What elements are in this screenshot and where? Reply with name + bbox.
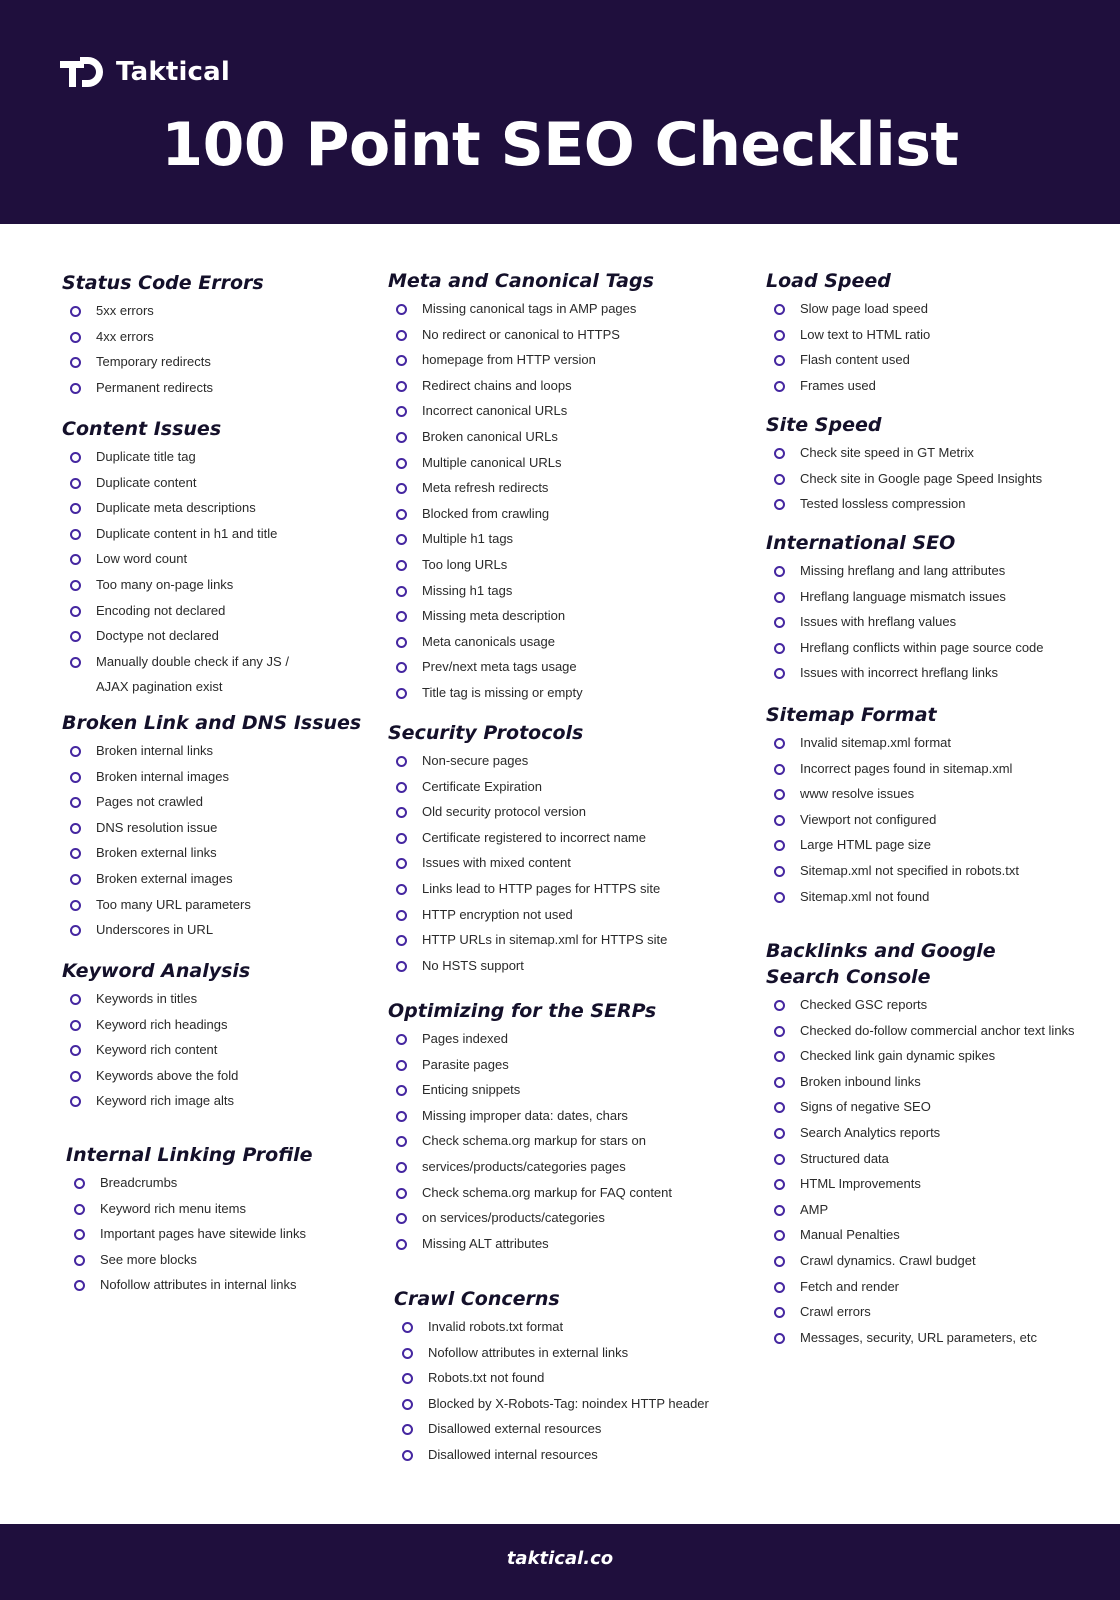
- checklist-item[interactable]: Tested lossless compression: [766, 491, 1042, 517]
- circle-bullet-icon: [70, 478, 81, 489]
- checklist-item[interactable]: Non-secure pages: [388, 748, 667, 774]
- checklist-item[interactable]: Duplicate content in h1 and title: [62, 521, 289, 547]
- circle-bullet-icon: [70, 823, 81, 834]
- checklist-item[interactable]: Missing canonical tags in AMP pages: [388, 296, 654, 322]
- checklist-item[interactable]: Redirect chains and loops: [388, 373, 654, 399]
- circle-bullet-icon: [774, 892, 785, 903]
- circle-bullet-icon: [70, 657, 81, 668]
- checklist-item[interactable]: Prev/next meta tags usage: [388, 654, 654, 680]
- checklist-item[interactable]: Nofollow attributes in internal links: [66, 1272, 313, 1298]
- section-internal-linking: [66, 1142, 313, 1298]
- checklist-item[interactable]: Old security protocol version: [388, 799, 667, 825]
- circle-bullet-icon: [396, 807, 407, 818]
- checklist-item[interactable]: Hreflang language mismatch issues: [766, 584, 1044, 610]
- checklist-item[interactable]: Disallowed external resources: [394, 1416, 709, 1442]
- checklist-item[interactable]: Missing hreflang and lang attributes: [766, 558, 1044, 584]
- circle-bullet-icon: [70, 1071, 81, 1082]
- circle-bullet-icon: [774, 764, 785, 775]
- circle-bullet-icon: [396, 910, 407, 921]
- circle-bullet-icon: [774, 566, 785, 577]
- checklist-item[interactable]: Links lead to HTTP pages for HTTPS site: [388, 876, 667, 902]
- section-title: Content Issues: [62, 418, 222, 440]
- circle-bullet-icon: [396, 858, 407, 869]
- circle-bullet-icon: [402, 1450, 413, 1461]
- checklist-item[interactable]: Keyword rich menu items: [66, 1196, 313, 1222]
- section-title: Optimizing for the SERPs: [388, 1000, 657, 1022]
- circle-bullet-icon: [396, 1239, 407, 1250]
- checklist-item[interactable]: Missing ALT attributes: [388, 1231, 672, 1257]
- circle-bullet-icon: [774, 330, 785, 341]
- checklist-item[interactable]: DNS resolution issue: [62, 815, 361, 841]
- circle-bullet-icon: [70, 1020, 81, 1031]
- section-title: Security Protocols: [388, 722, 584, 744]
- checklist-item[interactable]: Manual Penalties: [766, 1222, 1106, 1248]
- checklist-item[interactable]: Signs of negative SEO: [766, 1094, 1106, 1120]
- checklist-item[interactable]: Duplicate meta descriptions: [62, 495, 289, 521]
- checklist-item[interactable]: Check schema.org markup for FAQ content: [388, 1180, 672, 1206]
- circle-bullet-icon: [74, 1204, 85, 1215]
- checklist-item[interactable]: Check site in Google page Speed Insights: [766, 466, 1042, 492]
- checklist-item[interactable]: Broken external links: [62, 840, 361, 866]
- section-load-speed: [766, 268, 930, 398]
- checklist-item[interactable]: Keyword rich content: [62, 1037, 250, 1063]
- circle-bullet-icon: [70, 503, 81, 514]
- circle-bullet-icon: [402, 1424, 413, 1435]
- checklist-item[interactable]: Missing meta description: [388, 603, 654, 629]
- checklist-item[interactable]: Invalid sitemap.xml format: [766, 730, 1019, 756]
- checklist-item[interactable]: Broken internal images: [62, 764, 361, 790]
- section-broken-link-dns: [62, 710, 361, 943]
- checklist-item[interactable]: Certificate registered to incorrect name: [388, 825, 667, 851]
- checklist-item[interactable]: Sitemap.xml not found: [766, 884, 1019, 910]
- circle-bullet-icon: [774, 448, 785, 459]
- checklist-item[interactable]: Too many on-page links: [62, 572, 289, 598]
- circle-bullet-icon: [70, 554, 81, 565]
- checklist-item[interactable]: Flash content used: [766, 347, 930, 373]
- checklist-item[interactable]: Search Analytics reports: [766, 1120, 1106, 1146]
- circle-bullet-icon: [774, 1282, 785, 1293]
- section-status-code-errors: [62, 270, 264, 400]
- checklist-item[interactable]: Pages not crawled: [62, 789, 361, 815]
- circle-bullet-icon: [774, 355, 785, 366]
- checklist-item[interactable]: HTTP encryption not used: [388, 902, 667, 928]
- checklist-item[interactable]: Invalid robots.txt format: [394, 1314, 709, 1340]
- section-title: Backlinks and Google Search Console: [766, 940, 996, 988]
- checklist-item[interactable]: Crawl dynamics. Crawl budget: [766, 1248, 1106, 1274]
- circle-bullet-icon: [70, 848, 81, 859]
- circle-bullet-icon: [396, 1162, 407, 1173]
- circle-bullet-icon: [74, 1255, 85, 1266]
- checklist-item[interactable]: Low word count: [62, 546, 289, 572]
- footer-url[interactable]: taktical.co: [506, 1548, 614, 1569]
- circle-bullet-icon: [74, 1229, 85, 1240]
- circle-bullet-icon: [396, 355, 407, 366]
- circle-bullet-icon: [774, 1307, 785, 1318]
- circle-bullet-icon: [396, 782, 407, 793]
- checklist-item[interactable]: Breadcrumbs: [66, 1170, 313, 1196]
- footer-banner: [0, 1524, 1120, 1600]
- checklist-item[interactable]: 5xx errors: [62, 298, 264, 324]
- circle-bullet-icon: [70, 925, 81, 936]
- circle-bullet-icon: [402, 1322, 413, 1333]
- circle-bullet-icon: [774, 866, 785, 877]
- circle-bullet-icon: [396, 1034, 407, 1045]
- checklist-item[interactable]: Permanent redirects: [62, 375, 264, 401]
- circle-bullet-icon: [774, 1230, 785, 1241]
- checklist-item[interactable]: Duplicate content: [62, 470, 289, 496]
- checklist-item-continuation: AJAX pagination exist: [96, 679, 223, 695]
- circle-bullet-icon: [774, 1026, 785, 1037]
- circle-bullet-icon: [396, 381, 407, 392]
- checklist-item[interactable]: Checked link gain dynamic spikes: [766, 1043, 1106, 1069]
- checklist-item[interactable]: Low text to HTML ratio: [766, 322, 930, 348]
- circle-bullet-icon: [70, 994, 81, 1005]
- checklist-item[interactable]: HTTP URLs in sitemap.xml for HTTPS site: [388, 927, 667, 953]
- circle-bullet-icon: [396, 586, 407, 597]
- checklist-item[interactable]: Encoding not declared: [62, 598, 289, 624]
- checklist-item[interactable]: Checked GSC reports: [766, 992, 1106, 1018]
- circle-bullet-icon: [774, 381, 785, 392]
- checklist-item[interactable]: Title tag is missing or empty: [388, 680, 654, 706]
- circle-bullet-icon: [396, 406, 407, 417]
- circle-bullet-icon: [70, 746, 81, 757]
- section-title: Broken Link and DNS Issues: [62, 712, 362, 734]
- section-title: Crawl Concerns: [394, 1288, 560, 1310]
- circle-bullet-icon: [70, 772, 81, 783]
- checklist-item[interactable]: Incorrect pages found in sitemap.xml: [766, 756, 1019, 782]
- checklist-item[interactable]: HTML Improvements: [766, 1171, 1106, 1197]
- circle-bullet-icon: [396, 560, 407, 571]
- checklist-item[interactable]: Broken canonical URLs: [388, 424, 654, 450]
- checklist-item[interactable]: Messages, security, URL parameters, etc: [766, 1325, 1106, 1351]
- circle-bullet-icon: [402, 1399, 413, 1410]
- checklist-item[interactable]: Crawl errors: [766, 1299, 1106, 1325]
- circle-bullet-icon: [774, 789, 785, 800]
- checklist-item[interactable]: Too many URL parameters: [62, 892, 361, 918]
- circle-bullet-icon: [402, 1373, 413, 1384]
- circle-bullet-icon: [70, 900, 81, 911]
- circle-bullet-icon: [774, 617, 785, 628]
- circle-bullet-icon: [396, 935, 407, 946]
- circle-bullet-icon: [70, 452, 81, 463]
- checklist-item[interactable]: Blocked by X-Robots-Tag: noindex HTTP header: [394, 1391, 709, 1417]
- circle-bullet-icon: [396, 1060, 407, 1071]
- circle-bullet-icon: [396, 961, 407, 972]
- checklist-item[interactable]: AMP: [766, 1197, 1106, 1223]
- circle-bullet-icon: [774, 815, 785, 826]
- section-content-issues: [62, 416, 289, 700]
- checklist-item[interactable]: Missing h1 tags: [388, 578, 654, 604]
- circle-bullet-icon: [70, 580, 81, 591]
- checklist-item[interactable]: services/products/categories pages: [388, 1154, 672, 1180]
- circle-bullet-icon: [396, 884, 407, 895]
- circle-bullet-icon: [774, 1154, 785, 1165]
- circle-bullet-icon: [774, 1077, 785, 1088]
- circle-bullet-icon: [774, 304, 785, 315]
- circle-bullet-icon: [70, 874, 81, 885]
- checklist-item[interactable]: Nofollow attributes in external links: [394, 1340, 709, 1366]
- checklist-item[interactable]: Disallowed internal resources: [394, 1442, 709, 1468]
- circle-bullet-icon: [396, 611, 407, 622]
- checklist-item[interactable]: Meta refresh redirects: [388, 475, 654, 501]
- header-banner: [0, 0, 1120, 224]
- checklist-item[interactable]: Certificate Expiration: [388, 774, 667, 800]
- checklist-item[interactable]: Check schema.org markup for stars on: [388, 1128, 672, 1154]
- circle-bullet-icon: [70, 631, 81, 642]
- checklist-item[interactable]: Pages indexed: [388, 1026, 672, 1052]
- circle-bullet-icon: [396, 458, 407, 469]
- circle-bullet-icon: [774, 643, 785, 654]
- section-international-seo: [766, 530, 1044, 686]
- circle-bullet-icon: [774, 592, 785, 603]
- circle-bullet-icon: [396, 1213, 407, 1224]
- circle-bullet-icon: [396, 483, 407, 494]
- section-title: Internal Linking Profile: [66, 1144, 313, 1166]
- circle-bullet-icon: [774, 1128, 785, 1139]
- circle-bullet-icon: [396, 1085, 407, 1096]
- circle-bullet-icon: [396, 432, 407, 443]
- circle-bullet-icon: [70, 383, 81, 394]
- checklist-item[interactable]: Frames used: [766, 373, 930, 399]
- circle-bullet-icon: [774, 1000, 785, 1011]
- checklist-item[interactable]: Viewport not configured: [766, 807, 1019, 833]
- circle-bullet-icon: [774, 668, 785, 679]
- checklist-item[interactable]: Duplicate title tag: [62, 444, 289, 470]
- checklist-item[interactable]: Issues with hreflang values: [766, 609, 1044, 635]
- checklist-item[interactable]: Fetch and render: [766, 1274, 1106, 1300]
- checklist-item[interactable]: www resolve issues: [766, 781, 1019, 807]
- circle-bullet-icon: [774, 738, 785, 749]
- circle-bullet-icon: [774, 499, 785, 510]
- checklist-item[interactable]: Missing improper data: dates, chars: [388, 1103, 672, 1129]
- checklist-item[interactable]: Broken external images: [62, 866, 361, 892]
- checklist-item[interactable]: Enticing snippets: [388, 1077, 672, 1103]
- checklist-item[interactable]: Issues with mixed content: [388, 850, 667, 876]
- circle-bullet-icon: [396, 1111, 407, 1122]
- circle-bullet-icon: [396, 662, 407, 673]
- page-title: 100 Point SEO Checklist: [161, 110, 959, 180]
- checklist-item[interactable]: Check site speed in GT Metrix: [766, 440, 1042, 466]
- section-backlinks-gsc: [766, 938, 1106, 1350]
- section-title: Status Code Errors: [62, 272, 264, 294]
- circle-bullet-icon: [774, 1179, 785, 1190]
- circle-bullet-icon: [396, 304, 407, 315]
- checklist-item[interactable]: No HSTS support: [388, 953, 667, 979]
- circle-bullet-icon: [396, 1188, 407, 1199]
- checklist-item[interactable]: 4xx errors: [62, 324, 264, 350]
- checklist-item[interactable]: Slow page load speed: [766, 296, 930, 322]
- checklist-item[interactable]: Hreflang conflicts within page source code: [766, 635, 1044, 661]
- checklist-item[interactable]: on services/products/categories: [388, 1205, 672, 1231]
- checklist-item[interactable]: Temporary redirects: [62, 349, 264, 375]
- checklist-item[interactable]: Keywords above the fold: [62, 1063, 250, 1089]
- circle-bullet-icon: [774, 840, 785, 851]
- circle-bullet-icon: [70, 606, 81, 617]
- checklist-item[interactable]: Doctype not declared: [62, 623, 289, 649]
- checklist-item[interactable]: Parasite pages: [388, 1052, 672, 1078]
- brand: [60, 52, 230, 92]
- checklist-item[interactable]: Checked do-follow commercial anchor text links: [766, 1018, 1106, 1044]
- section-keyword-analysis: [62, 958, 250, 1114]
- checklist-item[interactable]: Structured data: [766, 1146, 1106, 1172]
- circle-bullet-icon: [774, 474, 785, 485]
- circle-bullet-icon: [774, 1256, 785, 1267]
- circle-bullet-icon: [70, 357, 81, 368]
- section-sitemap-format: [766, 702, 1019, 909]
- section-title: Sitemap Format: [766, 704, 937, 726]
- checklist-item[interactable]: Manually double check if any JS /: [62, 649, 289, 675]
- section-title: Meta and Canonical Tags: [388, 270, 654, 292]
- checklist-item[interactable]: Incorrect canonical URLs: [388, 398, 654, 424]
- checklist-item[interactable]: Broken internal links: [62, 738, 361, 764]
- checklist-item[interactable]: Broken inbound links: [766, 1069, 1106, 1095]
- circle-bullet-icon: [402, 1348, 413, 1359]
- section-title: Load Speed: [766, 270, 891, 292]
- checklist-item[interactable]: Meta canonicals usage: [388, 629, 654, 655]
- section-title: Keyword Analysis: [62, 960, 251, 982]
- checklist-item[interactable]: Too long URLs: [388, 552, 654, 578]
- circle-bullet-icon: [396, 756, 407, 767]
- circle-bullet-icon: [396, 509, 407, 520]
- section-title: Site Speed: [766, 414, 882, 436]
- checklist-item[interactable]: homepage from HTTP version: [388, 347, 654, 373]
- checklist-item[interactable]: Underscores in URL: [62, 917, 361, 943]
- checklist-item[interactable]: Important pages have sitewide links: [66, 1221, 313, 1247]
- section-title: International SEO: [766, 532, 956, 554]
- checklist-item[interactable]: No redirect or canonical to HTTPS: [388, 322, 654, 348]
- section-crawl-concerns: [394, 1286, 709, 1468]
- checklist-item[interactable]: Blocked from crawling: [388, 501, 654, 527]
- section-meta-canonical: [388, 268, 654, 706]
- circle-bullet-icon: [70, 797, 81, 808]
- circle-bullet-icon: [70, 306, 81, 317]
- checklist-item[interactable]: Robots.txt not found: [394, 1365, 709, 1391]
- checklist-item[interactable]: See more blocks: [66, 1247, 313, 1273]
- circle-bullet-icon: [774, 1102, 785, 1113]
- circle-bullet-icon: [774, 1205, 785, 1216]
- checklist-item[interactable]: Multiple canonical URLs: [388, 450, 654, 476]
- circle-bullet-icon: [396, 534, 407, 545]
- circle-bullet-icon: [396, 637, 407, 648]
- checklist-item[interactable]: Sitemap.xml not specified in robots.txt: [766, 858, 1019, 884]
- checklist-item[interactable]: Keyword rich headings: [62, 1012, 250, 1038]
- circle-bullet-icon: [774, 1333, 785, 1344]
- circle-bullet-icon: [396, 330, 407, 341]
- circle-bullet-icon: [396, 688, 407, 699]
- circle-bullet-icon: [74, 1178, 85, 1189]
- circle-bullet-icon: [70, 1096, 81, 1107]
- circle-bullet-icon: [774, 1051, 785, 1062]
- checklist-item[interactable]: Keyword rich image alts: [62, 1088, 250, 1114]
- checklist-item[interactable]: Issues with incorrect hreflang links: [766, 660, 1044, 686]
- circle-bullet-icon: [70, 332, 81, 343]
- checklist-item[interactable]: Keywords in titles: [62, 986, 250, 1012]
- circle-bullet-icon: [396, 833, 407, 844]
- circle-bullet-icon: [70, 529, 81, 540]
- taktical-logo-icon: [60, 53, 106, 91]
- brand-name: Taktical: [116, 57, 231, 87]
- circle-bullet-icon: [74, 1280, 85, 1291]
- circle-bullet-icon: [70, 1045, 81, 1056]
- section-security-protocols: [388, 720, 667, 978]
- section-optimizing-serps: [388, 998, 672, 1256]
- section-site-speed: [766, 412, 1042, 517]
- checklist-item[interactable]: Multiple h1 tags: [388, 526, 654, 552]
- circle-bullet-icon: [396, 1136, 407, 1147]
- checklist-item[interactable]: Large HTML page size: [766, 832, 1019, 858]
